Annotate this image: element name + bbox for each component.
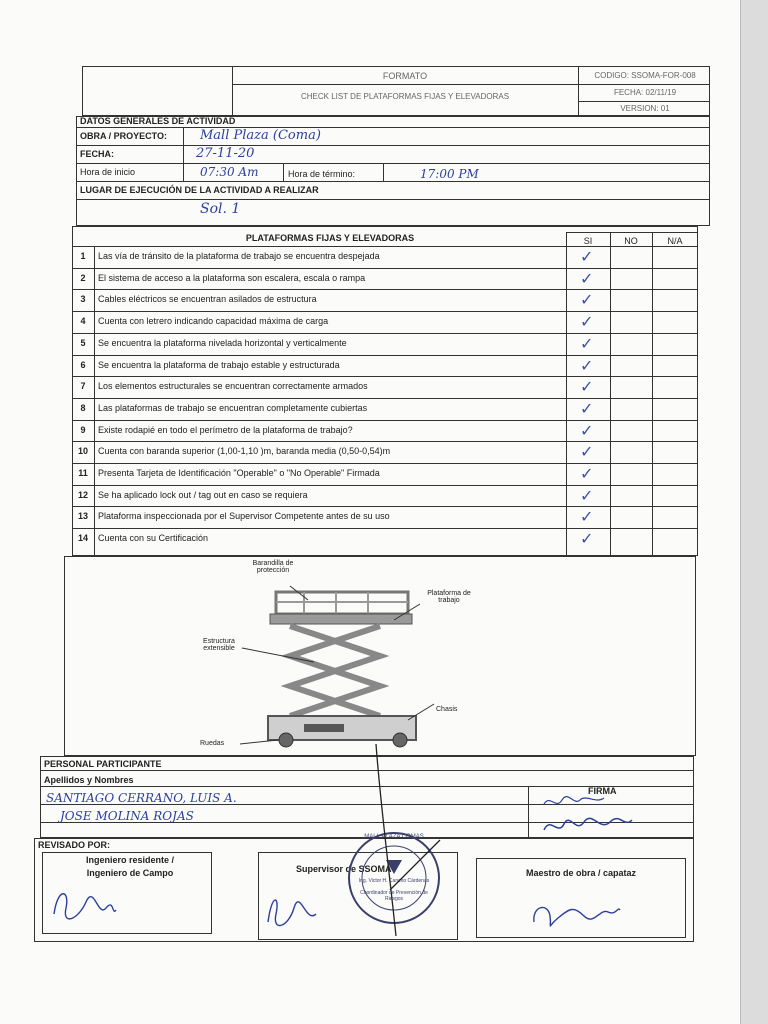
item-number: 6: [80, 359, 86, 370]
col-si: SI: [583, 236, 593, 246]
firma-signature-2: [540, 814, 636, 838]
header-codigo: CODIGO: SSOMA-FOR-008: [594, 71, 696, 80]
label-plataforma: Plataforma de trabajo: [427, 590, 471, 604]
row-divider: [72, 376, 698, 377]
si-check-mark: ✓: [580, 268, 594, 288]
label-ruedas: Ruedas: [200, 740, 225, 747]
si-check-mark: ✓: [580, 333, 594, 353]
obra-label: OBRA / PROYECTO:: [80, 131, 168, 141]
personal-section-label: PERSONAL PARTICIPANTE: [44, 759, 162, 769]
review-section-label: REVISADO POR:: [38, 840, 111, 850]
item-text: Cuenta con su Certificación: [98, 533, 209, 544]
maestro-label: Maestro de obra / capataz: [525, 868, 637, 878]
checklist-title: PLATAFORMAS FIJAS Y ELEVADORAS: [245, 233, 415, 243]
item-number: 11: [78, 468, 88, 478]
col-na: N/A: [667, 236, 683, 246]
hora-inicio-value: 07:30 Am: [200, 165, 259, 179]
item-text: Existe rodapié en todo el perímetro de la plataforma de trabajo?: [98, 424, 353, 435]
maestro-signature: [528, 896, 624, 932]
row-divider: [72, 528, 698, 529]
si-check-mark: ✓: [580, 485, 594, 505]
item-number: 7: [80, 381, 86, 392]
col-no: NO: [624, 236, 638, 246]
si-check-mark: ✓: [580, 355, 594, 375]
si-check-mark: ✓: [580, 464, 594, 483]
stamp-ring-text: MALL PLAZA COMAS: [364, 834, 424, 840]
label-estructura: Estructura extensible: [203, 638, 235, 652]
row-divider: [72, 289, 698, 290]
row-divider: [72, 420, 698, 421]
item-text: Se encuentra la plataforma de trabajo estable y estructurada: [98, 359, 340, 370]
header-fecha: FECHA: 02/11/19: [613, 88, 677, 97]
item-number: 8: [80, 402, 86, 413]
firma-label: FIRMA: [588, 786, 617, 796]
supervisor-label: Supervisor de SSOMA: [296, 864, 392, 874]
page-edge: [740, 0, 768, 1024]
item-number: 12: [77, 489, 88, 500]
row-divider: [72, 333, 698, 334]
si-check-mark: ✓: [580, 290, 594, 310]
row-divider: [72, 485, 698, 486]
item-text: Los elementos estructurales se encuentran correctamente armados: [98, 381, 368, 392]
fecha-value: 27-11-20: [196, 146, 255, 161]
hora-termino-value: 17:00 PM: [420, 167, 479, 181]
item-number: 13: [77, 511, 88, 522]
item-text: Presenta Tarjeta de Identificación "Operable" o "No Operable" Firmada: [98, 468, 380, 478]
fecha-label: FECHA:: [80, 149, 114, 159]
row-divider: [72, 398, 698, 399]
item-number: 5: [80, 337, 86, 348]
item-number: 3: [80, 294, 86, 305]
row-divider: [72, 355, 698, 356]
si-check-mark: ✓: [580, 247, 594, 266]
item-number: 14: [77, 533, 88, 544]
item-number: 10: [77, 446, 88, 457]
residente-label: Ingeniero residente / Ingeniero de Campo: [85, 855, 175, 878]
label-chasis: Chasis: [436, 706, 458, 713]
item-text: Cables eléctricos se encuentran asilados de estructura: [98, 294, 317, 305]
item-number: 9: [80, 424, 86, 435]
item-text: Plataforma inspeccionada por el Supervisor Competente antes de su uso: [98, 511, 390, 522]
item-text: Cuenta con baranda superior (1,00-1,10 )m, baranda media (0,50-0,54)m: [98, 446, 391, 457]
scissor-lift-illustration: [64, 556, 696, 756]
obra-value: Mall Plaza (Coma): [200, 128, 321, 143]
si-check-mark: ✓: [580, 312, 594, 332]
pen-stroke: [370, 740, 450, 950]
residente-signature: [48, 880, 118, 926]
item-number: 4: [80, 316, 86, 327]
person-name-2: JOSE MOLINA ROJAS: [60, 809, 194, 823]
firma-signature-1: [540, 794, 610, 810]
row-divider: [72, 441, 698, 442]
header-version: VERSION: 01: [620, 104, 670, 113]
row-divider: [72, 463, 698, 464]
general-section-label: DATOS GENERALES DE ACTIVIDAD: [80, 116, 236, 126]
item-text: Se ha aplicado lock out / tag out en caso se requiera: [98, 489, 308, 500]
item-text: Se encuentra la plataforma nivelada horizontal y verticalmente: [98, 337, 347, 348]
item-text: Cuenta con letrero indicando capacidad máxima de carga: [98, 316, 329, 327]
stamp-name: Ing. Victor H. Cancho Cárdenas: [358, 878, 430, 884]
lugar-value: Sol. 1: [200, 201, 241, 217]
item-number: 2: [80, 272, 86, 283]
item-number: 1: [80, 251, 86, 261]
item-text: Las vía de tránsito de la plataforma de trabajo se encuentra despejada: [98, 251, 380, 261]
si-check-mark: ✓: [580, 507, 594, 527]
stamp-role: Coordinador de Prevención de Riesgos: [360, 890, 428, 902]
si-check-mark: ✓: [580, 529, 594, 549]
si-check-mark: ✓: [580, 377, 594, 397]
header-formato: FORMATO: [382, 71, 428, 81]
row-divider: [72, 506, 698, 507]
lugar-label: LUGAR DE EJECUCIÓN DE LA ACTIVIDAD A REALIZAR: [80, 185, 319, 195]
row-divider: [72, 268, 698, 269]
general-box: [76, 116, 710, 226]
item-text: Las plataformas de trabajo se encuentran completamente cubiertas: [98, 402, 368, 413]
si-check-mark: ✓: [580, 420, 594, 440]
si-check-mark: ✓: [580, 442, 594, 462]
person-name-1: SANTIAGO CERRANO, LUIS A.: [46, 791, 237, 805]
hora-termino-label: Hora de término:: [288, 169, 356, 179]
si-check-mark: ✓: [580, 398, 594, 418]
apellidos-label: Apellidos y Nombres: [44, 775, 134, 785]
item-text: El sistema de acceso a la plataforma son escalera, escala o rampa: [98, 272, 366, 283]
supervisor-signature: [262, 884, 322, 934]
header-title: CHECK LIST DE PLATAFORMAS FIJAS Y ELEVADORAS: [300, 92, 510, 101]
row-divider: [72, 311, 698, 312]
label-barandilla: Barandilla de protección: [252, 560, 294, 574]
hora-inicio-label: Hora de inicio: [80, 167, 136, 177]
